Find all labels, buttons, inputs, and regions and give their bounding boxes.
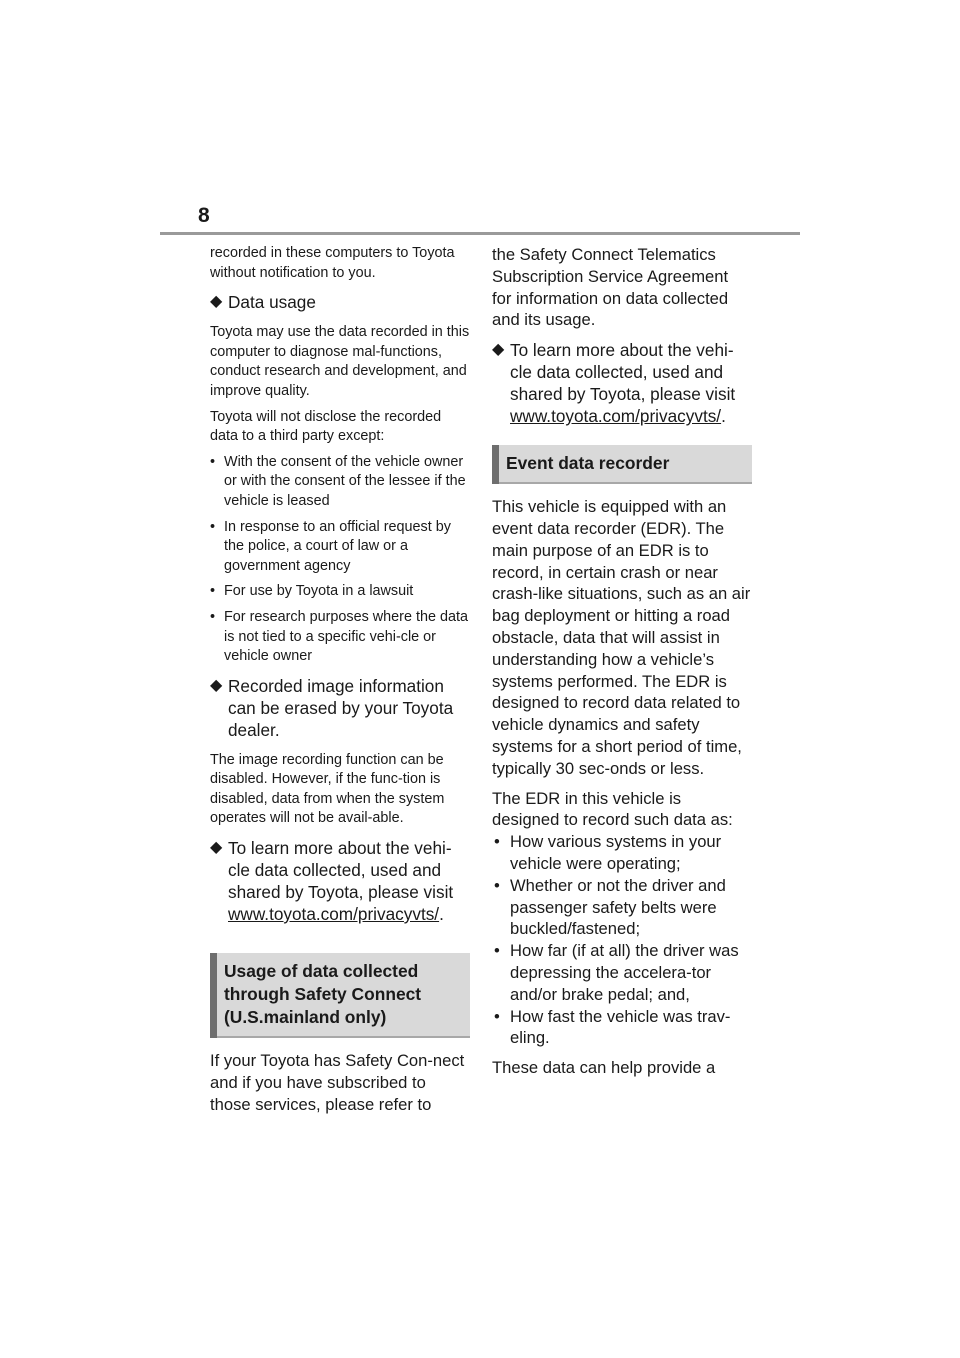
paragraph-edr-records: The EDR in this vehicle is designed to record such data as:	[492, 788, 733, 830]
bullet-icon: •	[210, 518, 216, 535]
bullet-icon: •	[494, 1006, 500, 1026]
diamond-bullet-icon: ◆	[210, 839, 223, 857]
paragraph-safety-connect: If your Toyota has Safety Con-nect and if you have subscribed to those services, please refer to	[210, 1051, 465, 1114]
list-item-systems: • How various systems in your vehicle were operating;	[494, 832, 722, 873]
section-title-event-data-recorder: Event data recorder	[492, 445, 752, 484]
bullet-icon: •	[494, 875, 500, 895]
bullet-icon: •	[210, 453, 216, 470]
diamond-bullet-icon: ◆	[210, 293, 223, 311]
list-item-belts: • Whether or not the driver and passenger safety belts were buckled/fastened;	[494, 875, 726, 939]
paragraph-edr-intro: This vehicle is equipped with an event data recorder (EDR). The main purpose of an EDR is to record, in certain crash or near crash-like situations, such as an air bag deployment or hitting a road obstacle, data that will assist in understanding how a vehicle’s systems performed. The EDR is designed to record data related to vehicle dynamics and safety systems for a short period of time, typically 30 sec-onds or less.	[492, 497, 751, 778]
right-column	[492, 244, 752, 1087]
left-column	[210, 244, 470, 1123]
paragraph-image-recording: The image recording function can be disabled. However, if the func-tion is disabled, data from when the system operates will not be avail-able.	[210, 751, 445, 827]
bullet-icon: •	[494, 832, 500, 852]
paragraph-subscription: the Safety Connect Telematics Subscription Service Agreement for information on data collected and its usage.	[492, 245, 729, 330]
heading-learn-more: ◆ To learn more about the vehi-cle data collected, used and shared by Toyota, please visit www.toyota.com/privacyvts/.	[210, 838, 454, 925]
privacy-link[interactable]: www.toyota.com/privacyvts/	[228, 904, 440, 925]
list-item-official-request: • In response to an official request by the police, a court of law or a government agency	[210, 518, 451, 574]
privacy-link-right[interactable]: www.toyota.com/privacyvts/	[510, 406, 722, 427]
section-title-safety-connect: Usage of data collected through Safety Connect (U.S.mainland only)	[210, 953, 470, 1038]
page-number: 8	[198, 204, 210, 227]
paragraph-data-help: These data can help provide a	[492, 1058, 716, 1078]
header-divider	[160, 232, 800, 235]
heading-data-usage	[210, 291, 470, 313]
diamond-bullet-icon: ◆	[492, 341, 505, 359]
bullet-icon: •	[210, 608, 216, 625]
heading-learn-more-right: ◆ To learn more about the vehi-cle data collected, used and shared by Toyota, please visit www.toyota.com/privacyvts/.	[492, 340, 736, 427]
list-item-lawsuit: • For use by Toyota in a lawsuit	[210, 582, 470, 602]
list-item-pedal: • How far (if at all) the driver was depressing the accelera-tor and/or brake pedal; and,	[494, 941, 739, 1004]
diamond-bullet-icon: ◆	[210, 676, 223, 694]
heading-recorded-image: ◆ Recorded image information can be erased by your Toyota dealer.	[210, 675, 454, 740]
list-item-speed: • How fast the vehicle was trav-eling.	[494, 1006, 731, 1048]
paragraph-recorded-notice: recorded in these computers to Toyota without notification to you.	[210, 245, 455, 281]
bullet-icon: •	[210, 583, 216, 600]
paragraph-disclosure: Toyota will not disclose the recorded data to a third party except:	[210, 408, 442, 445]
paragraph-data-usage: Toyota may use the data recorded in this computer to diagnose mal-functions, conduct research and development, and improve quality.	[210, 324, 470, 399]
list-item-consent: • With the consent of the vehicle owner or with the consent of the lessee if the vehicle is leased	[210, 453, 466, 509]
list-item-research: • For research purposes where the data is not tied to a specific vehi-cle or vehicle owner	[210, 608, 468, 665]
bullet-icon: •	[494, 941, 500, 961]
heading-data-usage-text: Data usage	[228, 292, 316, 313]
